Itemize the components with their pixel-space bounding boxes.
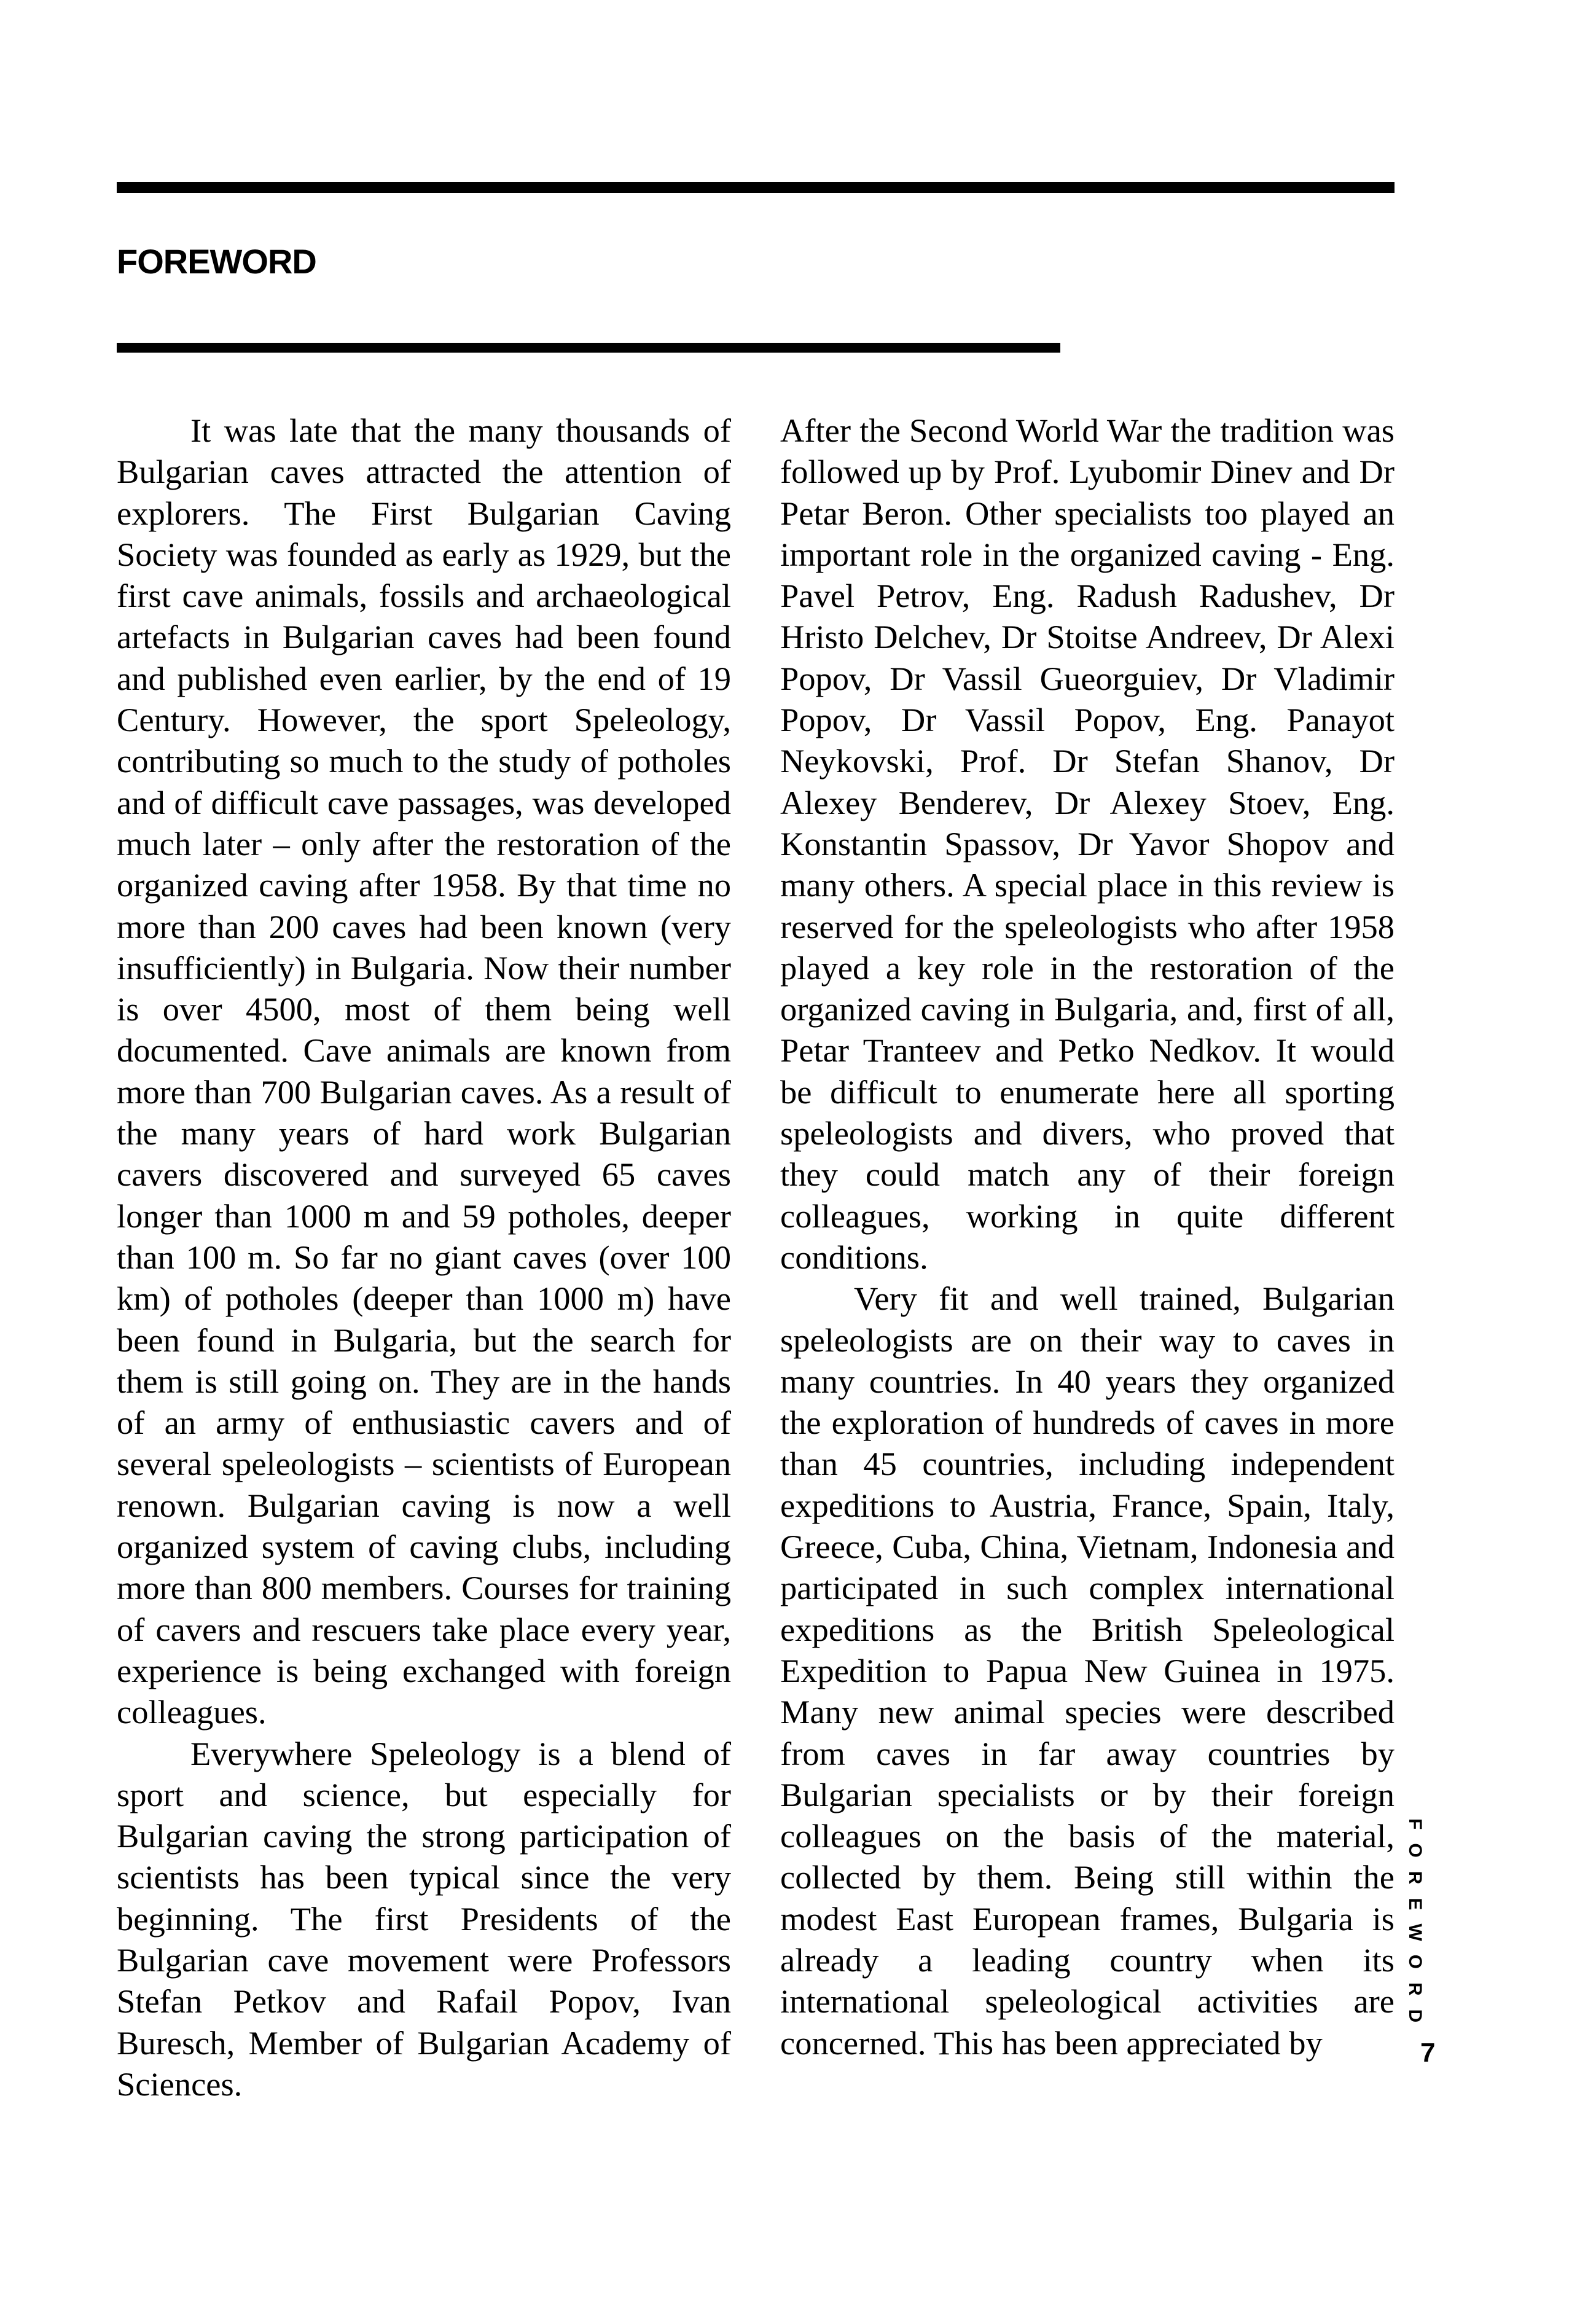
- paragraph: Very fit and well trained, Bulgarian speleologists are on their way to caves in many countries. In 40 years they organized the exploration of hundreds of caves in more than 45 countries, including independent expeditions to Austria, France, Spain, Italy, Greece, Cuba, China, Vietnam, Indonesia and participated in such complex international expeditions as the British Speleological Expedition to Papua New Guinea in 1975. Many new animal species were described from caves in far away countries by Bulgarian specialists or by their foreign colleagues on the basis of the material, collected by them. Being still within the modest East European frames, Bulgaria is already a leading country when its international speleological activities are concerned. This has been appreciated by: [780, 1280, 1395, 2062]
- running-header: FOREWORD: [1405, 1818, 1425, 2036]
- page-number: 7: [1420, 2038, 1436, 2068]
- paragraph: Everywhere Speleology is a blend of sport and science, but especially for Bulgarian caving the strong participation of scientists has been typical since the very beginning. The first Presidents of the Bulgarian cave movement were Professors Stefan Petkov and Rafail Popov, Ivan Buresch, Member of Bulgarian Academy of Sciences.: [117, 1734, 731, 2103]
- heading-rule: [117, 343, 1060, 353]
- page-title: FOREWORD: [117, 242, 316, 281]
- top-rule: [117, 182, 1395, 193]
- paragraph: After the Second World War the tradition was followed up by Prof. Lyubomir Dinev and Dr Petar Beron. Other specialists too played an important role in the organized caving - Eng. Pavel Petrov, Eng. Radush Radushev, Dr Hristo Delchev, Dr Stoitse Andreev, Dr Alexi Popov, Dr Vassil Gueorguiev, Dr Vladimir Popov, Dr Vassil Popov, Eng. Panayot Neykovski, Prof. Dr Stefan Shanov, Dr Alexey Benderev, Dr Alexey Stoev, Eng. Konstantin Spassov, Dr Yavor Shopov and many others. A special place in this review is reserved for the speleologists who after 1958 played a key role in the restoration of the organized caving in Bulgaria, and, first of all, Petar Tranteev and Petko Nedkov. It would be difficult to enumerate here all sporting speleologists and divers, who proved that they could match any of their foreign colleagues, working in quite different conditions.: [780, 412, 1395, 1276]
- paragraph: It was late that the many thousands of Bulgarian caves attracted the attention of explorers. The First Bulgarian Caving Society was founded as early as 1929, but the first cave animals, fossils and archaeological artefacts in Bulgarian caves had been found and published even earlier, by the end of 19 Century. However, the sport Speleology, contributing so much to the study of potholes and of difficult cave passages, was developed much later – only after the restoration of the organized caving after 1958. By that time no more than 200 caves had been known (very insufficiently) in Bulgaria. Now their number is over 4500, most of them being well documented. Cave animals are known from more than 700 Bulgarian caves. As a result of the many years of hard work Bulgarian cavers discovered and surveyed 65 caves longer than 1000 m and 59 potholes, deeper than 100 m. So far no giant caves (over 100 km) of potholes (deeper than 1000 m) have been found in Bulgaria, but the search for them is still going on. They are in the hands of an army of enthusiastic cavers and of several speleologists – scientists of European renown. Bulgarian caving is now a well organized system of caving clubs, including more than 800 members. Courses for training of cavers and rescuers take place every year, experience is being exchanged with foreign colleagues.: [117, 412, 731, 1731]
- right-column: [780, 410, 1395, 2063]
- left-column: [117, 410, 731, 2105]
